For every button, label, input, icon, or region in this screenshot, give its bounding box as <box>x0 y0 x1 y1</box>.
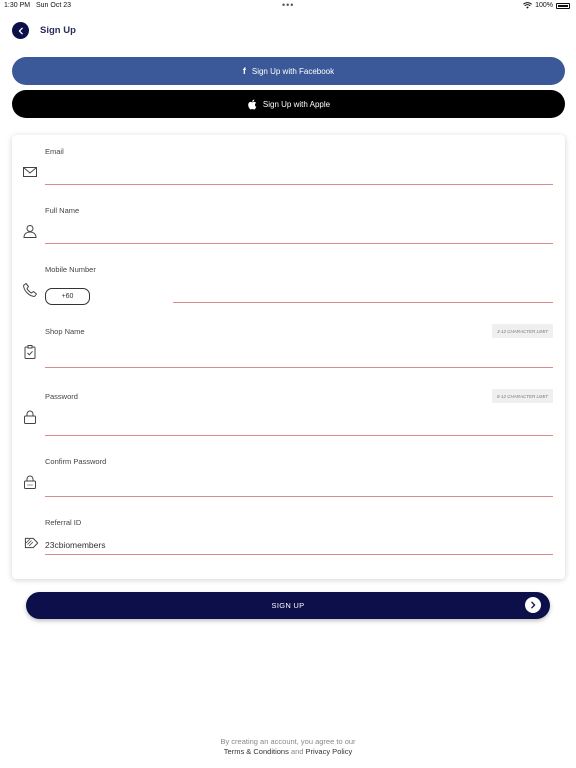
signup-form-card <box>12 135 565 579</box>
sign-up-button[interactable] <box>26 592 550 619</box>
privacy-link[interactable]: Privacy Policy <box>305 747 353 756</box>
lock-icon <box>22 474 38 490</box>
sign-up-arrow <box>525 597 541 613</box>
confirm-password-label: Confirm Password <box>45 457 107 466</box>
full-name-input[interactable] <box>45 219 553 243</box>
status-right <box>523 2 570 9</box>
back-button[interactable] <box>12 22 29 39</box>
person-icon <box>22 223 38 239</box>
facebook-signup-label: Sign Up with Facebook <box>251 66 335 76</box>
referral-label: Referral ID <box>45 518 82 527</box>
clipboard-check-icon <box>22 344 38 360</box>
chevron-right-icon <box>529 601 537 609</box>
password-label: Password <box>45 392 78 401</box>
apple-signup-label: Sign Up with Apple <box>262 99 331 109</box>
mobile-underline <box>173 302 553 303</box>
mobile-label: Mobile Number <box>45 265 96 274</box>
full-name-underline <box>45 243 553 244</box>
facebook-signup-button[interactable] <box>12 57 565 85</box>
referral-underline <box>45 554 553 555</box>
full-name-label: Full Name <box>45 206 80 215</box>
email-label: Email <box>45 147 64 156</box>
legal-text: By creating an account, you agree to our <box>220 737 356 746</box>
page-title: Sign Up <box>40 25 76 36</box>
phone-icon <box>22 282 38 298</box>
shop-name-input[interactable] <box>45 343 553 367</box>
referral-input[interactable]: 23cbiomembers <box>45 540 106 550</box>
apple-icon <box>247 99 257 110</box>
confirm-password-underline <box>45 496 553 497</box>
email-underline <box>45 184 553 185</box>
status-bar <box>0 0 576 12</box>
envelope-icon <box>22 164 38 180</box>
country-code-button[interactable]: +60 <box>45 288 90 305</box>
status-time: 1:30 PM <box>4 2 31 9</box>
mobile-input[interactable] <box>173 281 553 302</box>
email-input[interactable] <box>45 160 553 184</box>
chevron-left-icon <box>17 27 25 35</box>
wifi-icon <box>523 2 532 9</box>
legal-links <box>0 747 576 757</box>
tag-icon <box>22 535 38 551</box>
password-input[interactable] <box>45 408 553 435</box>
status-date: Sun Oct 23 <box>36 2 72 9</box>
battery-icon <box>556 3 570 9</box>
apple-signup-button[interactable] <box>12 90 565 118</box>
multitask-dots[interactable]: ••• <box>282 0 295 10</box>
password-underline <box>45 435 553 436</box>
confirm-password-input[interactable] <box>45 470 553 496</box>
shop-name-label: Shop Name <box>45 327 85 336</box>
facebook-icon: f <box>242 66 246 76</box>
shop-name-underline <box>45 367 553 368</box>
legal-and: and <box>288 747 306 756</box>
battery-percent: 100% <box>535 2 553 9</box>
shop-name-limit-badge: 3-12 CHARACTER LIMIT <box>492 324 553 338</box>
legal-footer <box>0 737 576 757</box>
terms-link[interactable]: Terms & Conditions <box>223 747 289 756</box>
password-limit-badge: 8-12 CHARACTER LIMIT <box>492 389 553 403</box>
sign-up-label: SIGN UP <box>271 601 305 610</box>
header <box>12 22 76 39</box>
lock-icon <box>22 409 38 425</box>
